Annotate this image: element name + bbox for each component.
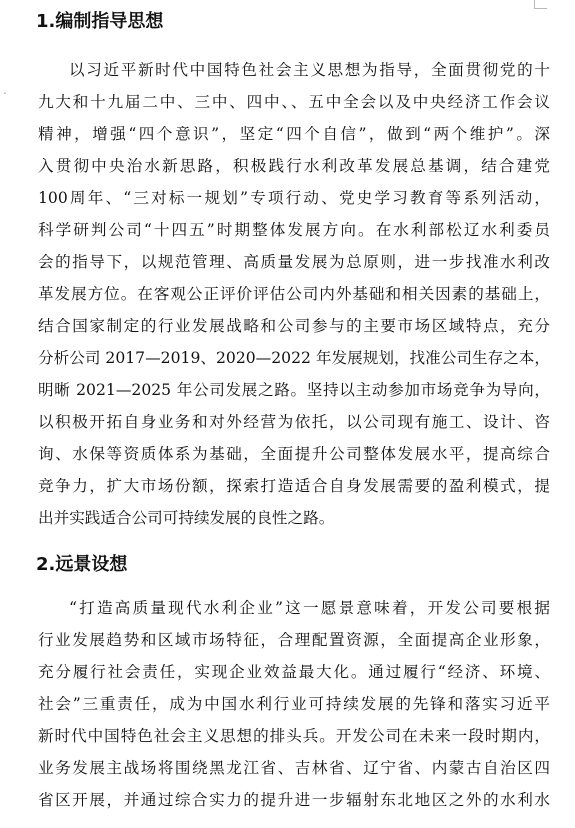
section-heading-guiding-ideology: 1.编制指导思想: [36, 11, 164, 32]
paragraph-line: 省区开展，并通过综合实力的提升进一步辐射东北地区之外的水利水: [38, 791, 550, 809]
page-corner-mark: [534, 0, 547, 9]
paragraph-vision: [38, 592, 550, 816]
section-heading-vision: 2.远景设想: [36, 554, 128, 575]
paragraph-line: 社会”三重责任，成为中国水利行业可持续发展的先锋和落实习近平: [38, 695, 550, 713]
paragraph-line: 结合国家制定的行业发展战略和公司参与的主要市场区域特点，充分: [38, 317, 550, 335]
paragraph-line: 新时代中国特色社会主义思想的排头兵。开发公司在未来一段时期内，: [38, 727, 550, 745]
paragraph-line: 科学研判公司“十四五”时期整体发展方向。在水利部松辽水利委员: [38, 221, 550, 239]
paragraph-line: 行业发展趋势和区域市场特征，合理配置资源，全面提高企业形象，: [38, 631, 550, 649]
paragraph-line: 100周年、“三对标一规划”专项行动、党史学习教育等系列活动，: [38, 189, 550, 207]
paragraph-line: 询、水保等资质体系为基础，全面提升公司整体发展水平，提高综合: [38, 445, 550, 463]
paragraph-line: 入贯彻中央治水新思路，积极践行水利改革发展总基调，结合建党: [38, 157, 550, 175]
paragraph-line: 出并实践适合公司可持续发展的良性之路。: [38, 509, 335, 527]
paragraph-line: 分析公司 2017—2019、2020—2022 年发展规划，找准公司生存之本，: [38, 349, 550, 367]
paragraph-line: “打造高质量现代水利企业”这一愿景意味着，开发公司要根据: [69, 599, 550, 617]
paragraph-line: 精神，增强“四个意识”，坚定“四个自信”，做到“两个维护”。深: [38, 125, 550, 143]
paragraph-line: 充分履行社会责任，实现企业效益最大化。通过履行“经济、环境、: [38, 663, 550, 681]
paragraph-line: 业务发展主战场将围绕黑龙江省、吉林省、辽宁省、内蒙古自治区四: [38, 759, 550, 777]
paragraph-line: 竞争力，扩大市场份额，探索打造适合自身发展需要的盈利模式，提: [38, 477, 550, 495]
paragraph-line: 九大和十九届二中、三中、四中、、五中全会以及中央经济工作会议: [38, 93, 550, 111]
margin-mark: ˇ: [3, 92, 7, 101]
paragraph-line: 革发展方位。在客观公正评价评估公司内外基础和相关因素的基础上，: [38, 285, 550, 303]
paragraph-line: 以习近平新时代中国特色社会主义思想为指导，全面贯彻党的十: [69, 61, 550, 79]
paragraph-line: 以积极开拓自身业务和对外经营为依托，以公司现有施工、设计、咨: [38, 413, 550, 431]
paragraph-line: 会的指导下，以规范管理、高质量发展为总原则，进一步找准水利改: [38, 253, 550, 271]
paragraph-guiding-ideology: [38, 54, 550, 534]
paragraph-line: 明晰 2021—2025 年公司发展之路。坚持以主动参加市场竞争为导向，: [38, 381, 550, 399]
